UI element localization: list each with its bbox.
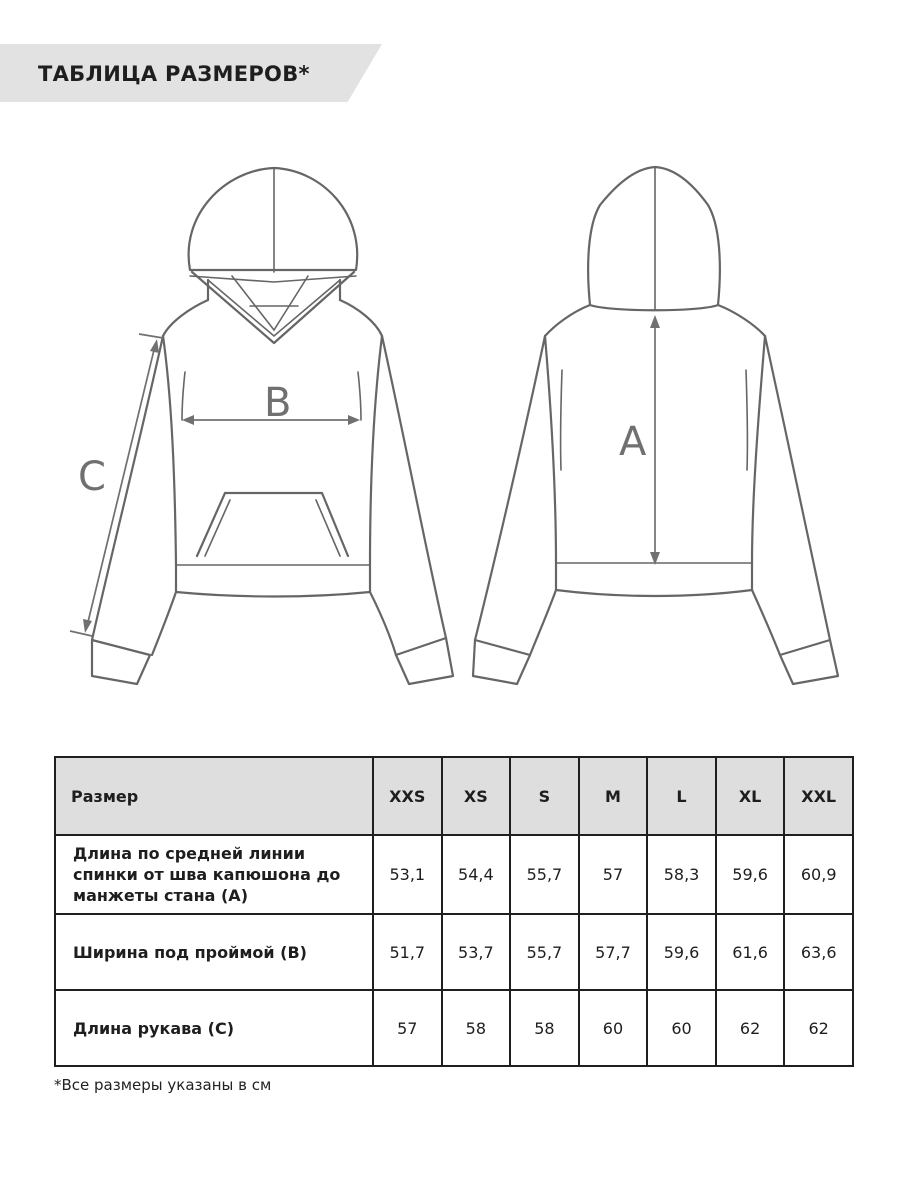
table-cell: 60 bbox=[579, 990, 648, 1066]
row-label: Длина рукава (C) bbox=[55, 990, 373, 1066]
footnote: *Все размеры указаны в см bbox=[54, 1076, 272, 1094]
measure-a-label: A bbox=[619, 419, 647, 465]
hoodie-diagram bbox=[0, 150, 900, 710]
table-row bbox=[55, 990, 853, 1066]
measure-b bbox=[182, 380, 360, 426]
size-header-cell: XL bbox=[716, 757, 785, 835]
table-cell: 61,6 bbox=[716, 914, 785, 990]
size-header-cell: XS bbox=[442, 757, 511, 835]
table-cell: 51,7 bbox=[373, 914, 442, 990]
table-cell: 57,7 bbox=[579, 914, 648, 990]
table-cell: 63,6 bbox=[784, 914, 853, 990]
size-header-cell: L bbox=[647, 757, 716, 835]
table-cell: 53,7 bbox=[442, 914, 511, 990]
table-cell: 62 bbox=[784, 990, 853, 1066]
table-cell: 57 bbox=[373, 990, 442, 1066]
table-cell: 54,4 bbox=[442, 835, 511, 914]
table-row bbox=[55, 835, 853, 914]
table-cell: 58,3 bbox=[647, 835, 716, 914]
table-cell: 59,6 bbox=[647, 914, 716, 990]
measure-a bbox=[619, 315, 660, 565]
size-header-label: Размер bbox=[55, 757, 373, 835]
measure-c-label: C bbox=[78, 454, 106, 500]
hoodie-front-drawing bbox=[92, 168, 453, 684]
row-label: Ширина под проймой (B) bbox=[55, 914, 373, 990]
table-cell: 60,9 bbox=[784, 835, 853, 914]
measure-c bbox=[70, 334, 163, 636]
table-cell: 53,1 bbox=[373, 835, 442, 914]
row-label: Длина по средней линии спинки от шва капюшона до манжеты стана (A) bbox=[55, 835, 373, 914]
table-cell: 57 bbox=[579, 835, 648, 914]
page-title: ТАБЛИЦА РАЗМЕРОВ* bbox=[38, 62, 310, 86]
table-cell: 55,7 bbox=[510, 835, 579, 914]
table-cell: 60 bbox=[647, 990, 716, 1066]
size-header-cell: XXL bbox=[784, 757, 853, 835]
size-header-row bbox=[55, 757, 853, 835]
table-cell: 58 bbox=[510, 990, 579, 1066]
table-cell: 59,6 bbox=[716, 835, 785, 914]
measure-b-label: B bbox=[264, 380, 292, 426]
table-row bbox=[55, 914, 853, 990]
table-cell: 55,7 bbox=[510, 914, 579, 990]
size-table bbox=[54, 756, 854, 1067]
size-header-cell: XXS bbox=[373, 757, 442, 835]
size-header-cell: S bbox=[510, 757, 579, 835]
size-header-cell: M bbox=[579, 757, 648, 835]
table-cell: 58 bbox=[442, 990, 511, 1066]
table-cell: 62 bbox=[716, 990, 785, 1066]
